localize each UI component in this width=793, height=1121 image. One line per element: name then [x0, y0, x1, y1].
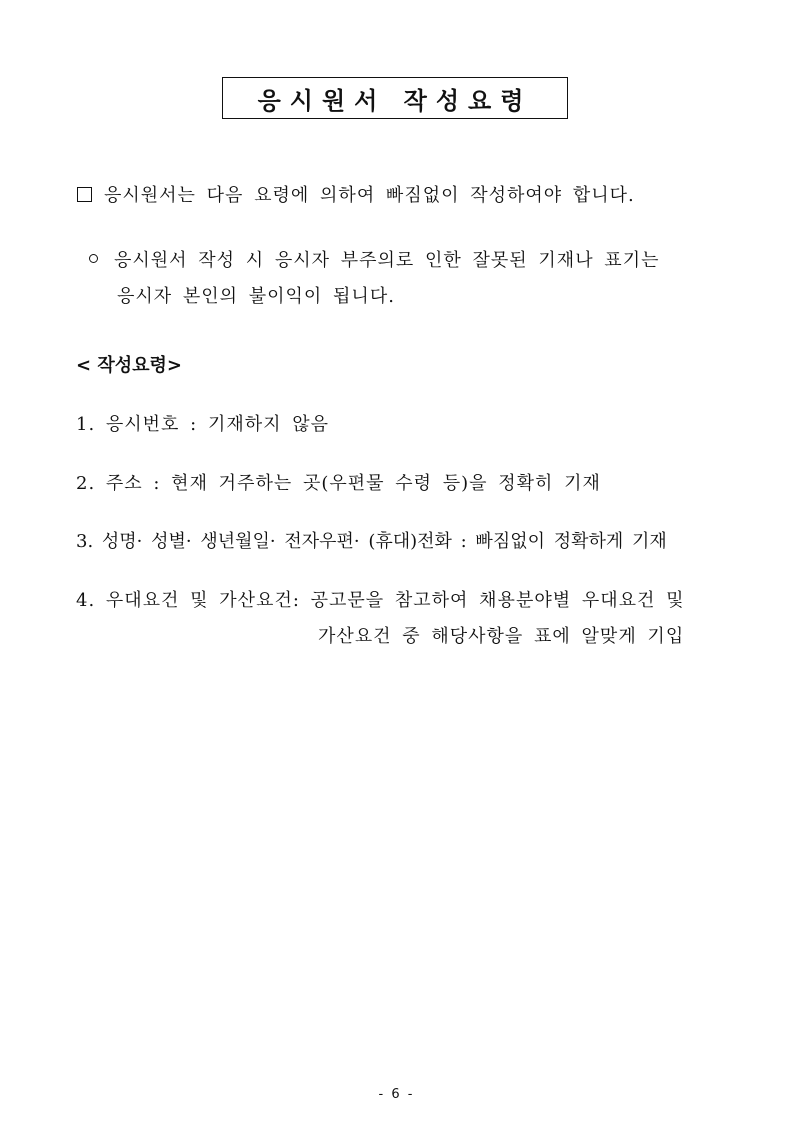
list-item: 2. 주소 : 현재 거주하는 곳(우편물 수령 등)을 정확히 기재: [76, 473, 601, 494]
notice-line-2: [117, 285, 395, 309]
notice-line-1: [89, 249, 659, 273]
list-item: 1. 응시번호 : 기재하지 않음: [76, 414, 330, 435]
circle-bullet-icon: [89, 254, 98, 263]
page-number: - 6 -: [378, 1087, 415, 1102]
list-item: 3. 성명· 성별· 생년월일· 전자우편· (휴대)전화 : 빠짐없이 정확하게 기재: [76, 531, 667, 552]
section-heading: < 작성요령>: [76, 355, 182, 376]
intro-text: 응시원서는 다음 요령에 의하여 빠짐없이 작성하여야 합니다.: [104, 185, 635, 206]
notice-text-2: 응시자 본인의 불이익이 됩니다.: [117, 286, 395, 307]
list-item-continuation: 가산요건 중 해당사항을 표에 알맞게 기입: [318, 626, 685, 647]
intro-line: [77, 184, 635, 208]
list-item: 4. 우대요건 및 가산요건: 공고문을 참고하여 채용분야별 우대요건 및: [76, 590, 685, 611]
title-box: [222, 77, 568, 119]
square-checkbox-icon: [77, 187, 92, 202]
notice-text-1: 응시원서 작성 시 응시자 부주의로 인한 잘못된 기재나 표기는: [114, 250, 660, 271]
document-title: 응시원서 작성요령: [257, 86, 533, 115]
